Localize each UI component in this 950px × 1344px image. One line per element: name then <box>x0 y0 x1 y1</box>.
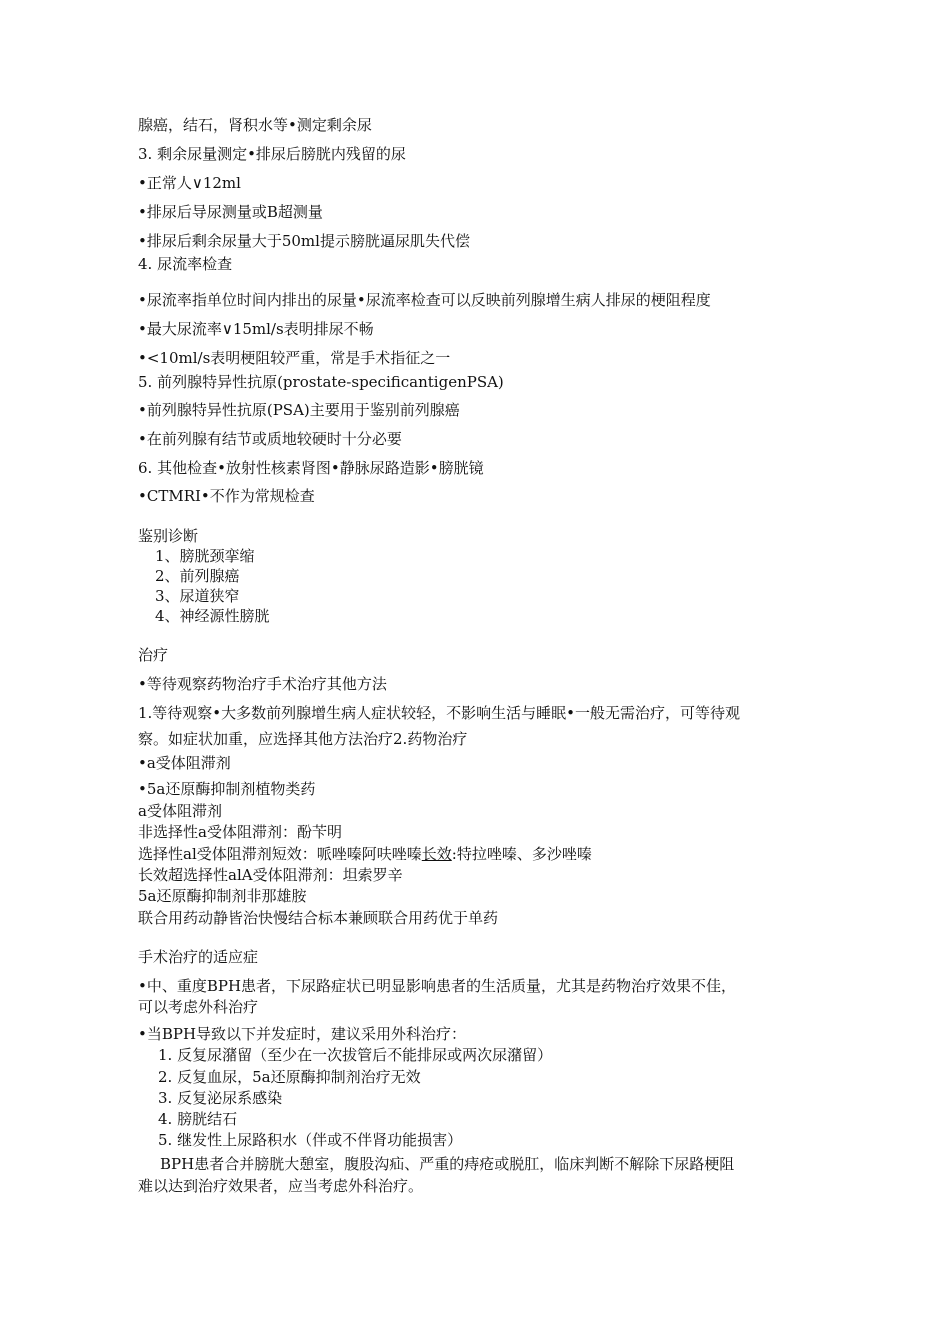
list-item: 3. 反复泌尿系感染 <box>158 1089 283 1107</box>
underlined-text: 长效 <box>421 845 452 863</box>
text-line: •在前列腺有结节或质地较硬时十分必要 <box>138 430 402 448</box>
text-line: •最大尿流率∨15ml/s表明排尿不畅 <box>138 320 374 338</box>
text-segment: :特拉唑嗪、多沙唑嗪 <box>451 845 592 863</box>
text-line: 腺癌，结石，肾积水等•测定剩余尿 <box>138 116 372 134</box>
text-line: •排尿后剩余尿量大于50ml提示膀胱逼尿肌失代偿 <box>138 232 470 250</box>
text-line: •<10ml/s表明梗阻较严重，常是手术指征之一 <box>138 349 451 367</box>
text-line: •a受体阻滞剂 <box>138 754 231 772</box>
text-line: 6. 其他检查•放射性核素肾图•静脉尿路造影•膀胱镜 <box>138 459 484 477</box>
section-heading: 手术治疗的适应症 <box>138 948 259 966</box>
text-line: •正常人∨12ml <box>138 174 241 192</box>
text-line: 5a还原酶抑制剂非那雄胺 <box>138 887 307 905</box>
text-line: 4. 尿流率检查 <box>138 255 233 273</box>
text-line: 5. 前列腺特异性抗原(prostate-specificantigenPSA) <box>138 373 504 391</box>
text-line: 非选择性a受体阻滞剂：酚苄明 <box>138 823 342 841</box>
text-line: 3. 剩余尿量测定•排尿后膀胱内残留的尿 <box>138 145 406 163</box>
text-line: 察。如症状加重，应选择其他方法治疗2.药物治疗 <box>138 730 468 748</box>
text-line: •尿流率指单位时间内排出的尿量•尿流率检查可以反映前列腺增生病人排尿的梗阻程度 <box>138 291 711 309</box>
text-line: •中、重度BPH患者，下尿路症状已明显影响患者的生活质量，尤其是药物治疗效果不佳， <box>138 977 737 995</box>
list-item: 1、膀胱颈挛缩 <box>155 547 255 565</box>
text-segment: 选择性al受体阻滞剂短效：哌唑嗪阿呋唑嗪 <box>138 845 422 863</box>
text-line: 1.等待观察•大多数前列腺增生病人症状较轻，不影响生活与睡眠•一般无需治疗，可等待观 <box>138 704 741 722</box>
text-line: •排尿后导尿测量或B超测量 <box>138 203 323 221</box>
text-line: 联合用药动静皆治快慢结合标本兼顾联合用药优于单药 <box>138 909 499 927</box>
text-line: 难以达到治疗效果者，应当考虑外科治疗。 <box>138 1177 424 1195</box>
section-heading: 鉴别诊断 <box>138 527 199 545</box>
text-line: •当BPH导致以下并发症时，建议采用外科治疗： <box>138 1025 467 1043</box>
list-item: 2. 反复血尿，5a还原酶抑制剂治疗无效 <box>158 1068 421 1086</box>
text-line: •等待观察药物治疗手术治疗其他方法 <box>138 675 387 693</box>
section-heading: 治疗 <box>138 646 169 664</box>
list-item: 4、神经源性膀胱 <box>155 607 270 625</box>
list-item: 5. 继发性上尿路积水（伴或不伴肾功能损害） <box>158 1131 463 1149</box>
text-line <box>138 844 592 864</box>
text-line: •CTMRI•不作为常规检查 <box>138 487 315 505</box>
text-line: a受体阻滞剂 <box>138 802 222 820</box>
list-item: 2、前列腺癌 <box>155 567 240 585</box>
text-line: •前列腺特异性抗原(PSA)主要用于鉴别前列腺癌 <box>138 401 460 419</box>
text-line: BPH患者合并膀胱大憩室，腹股沟疝、严重的痔疮或脱肛，临床判断不解除下尿路梗阻 <box>160 1155 735 1173</box>
text-line: •5a还原酶抑制剂植物类药 <box>138 780 316 798</box>
list-item: 4. 膀胱结石 <box>158 1110 238 1128</box>
list-item: 1. 反复尿潴留（至少在一次拔管后不能排尿或两次尿潴留） <box>158 1046 553 1064</box>
text-line: 可以考虑外科治疗 <box>138 998 259 1016</box>
text-line: 长效超选择性alA受体阻滞剂：坦索罗辛 <box>138 866 403 884</box>
list-item: 3、尿道狭窄 <box>155 587 240 605</box>
